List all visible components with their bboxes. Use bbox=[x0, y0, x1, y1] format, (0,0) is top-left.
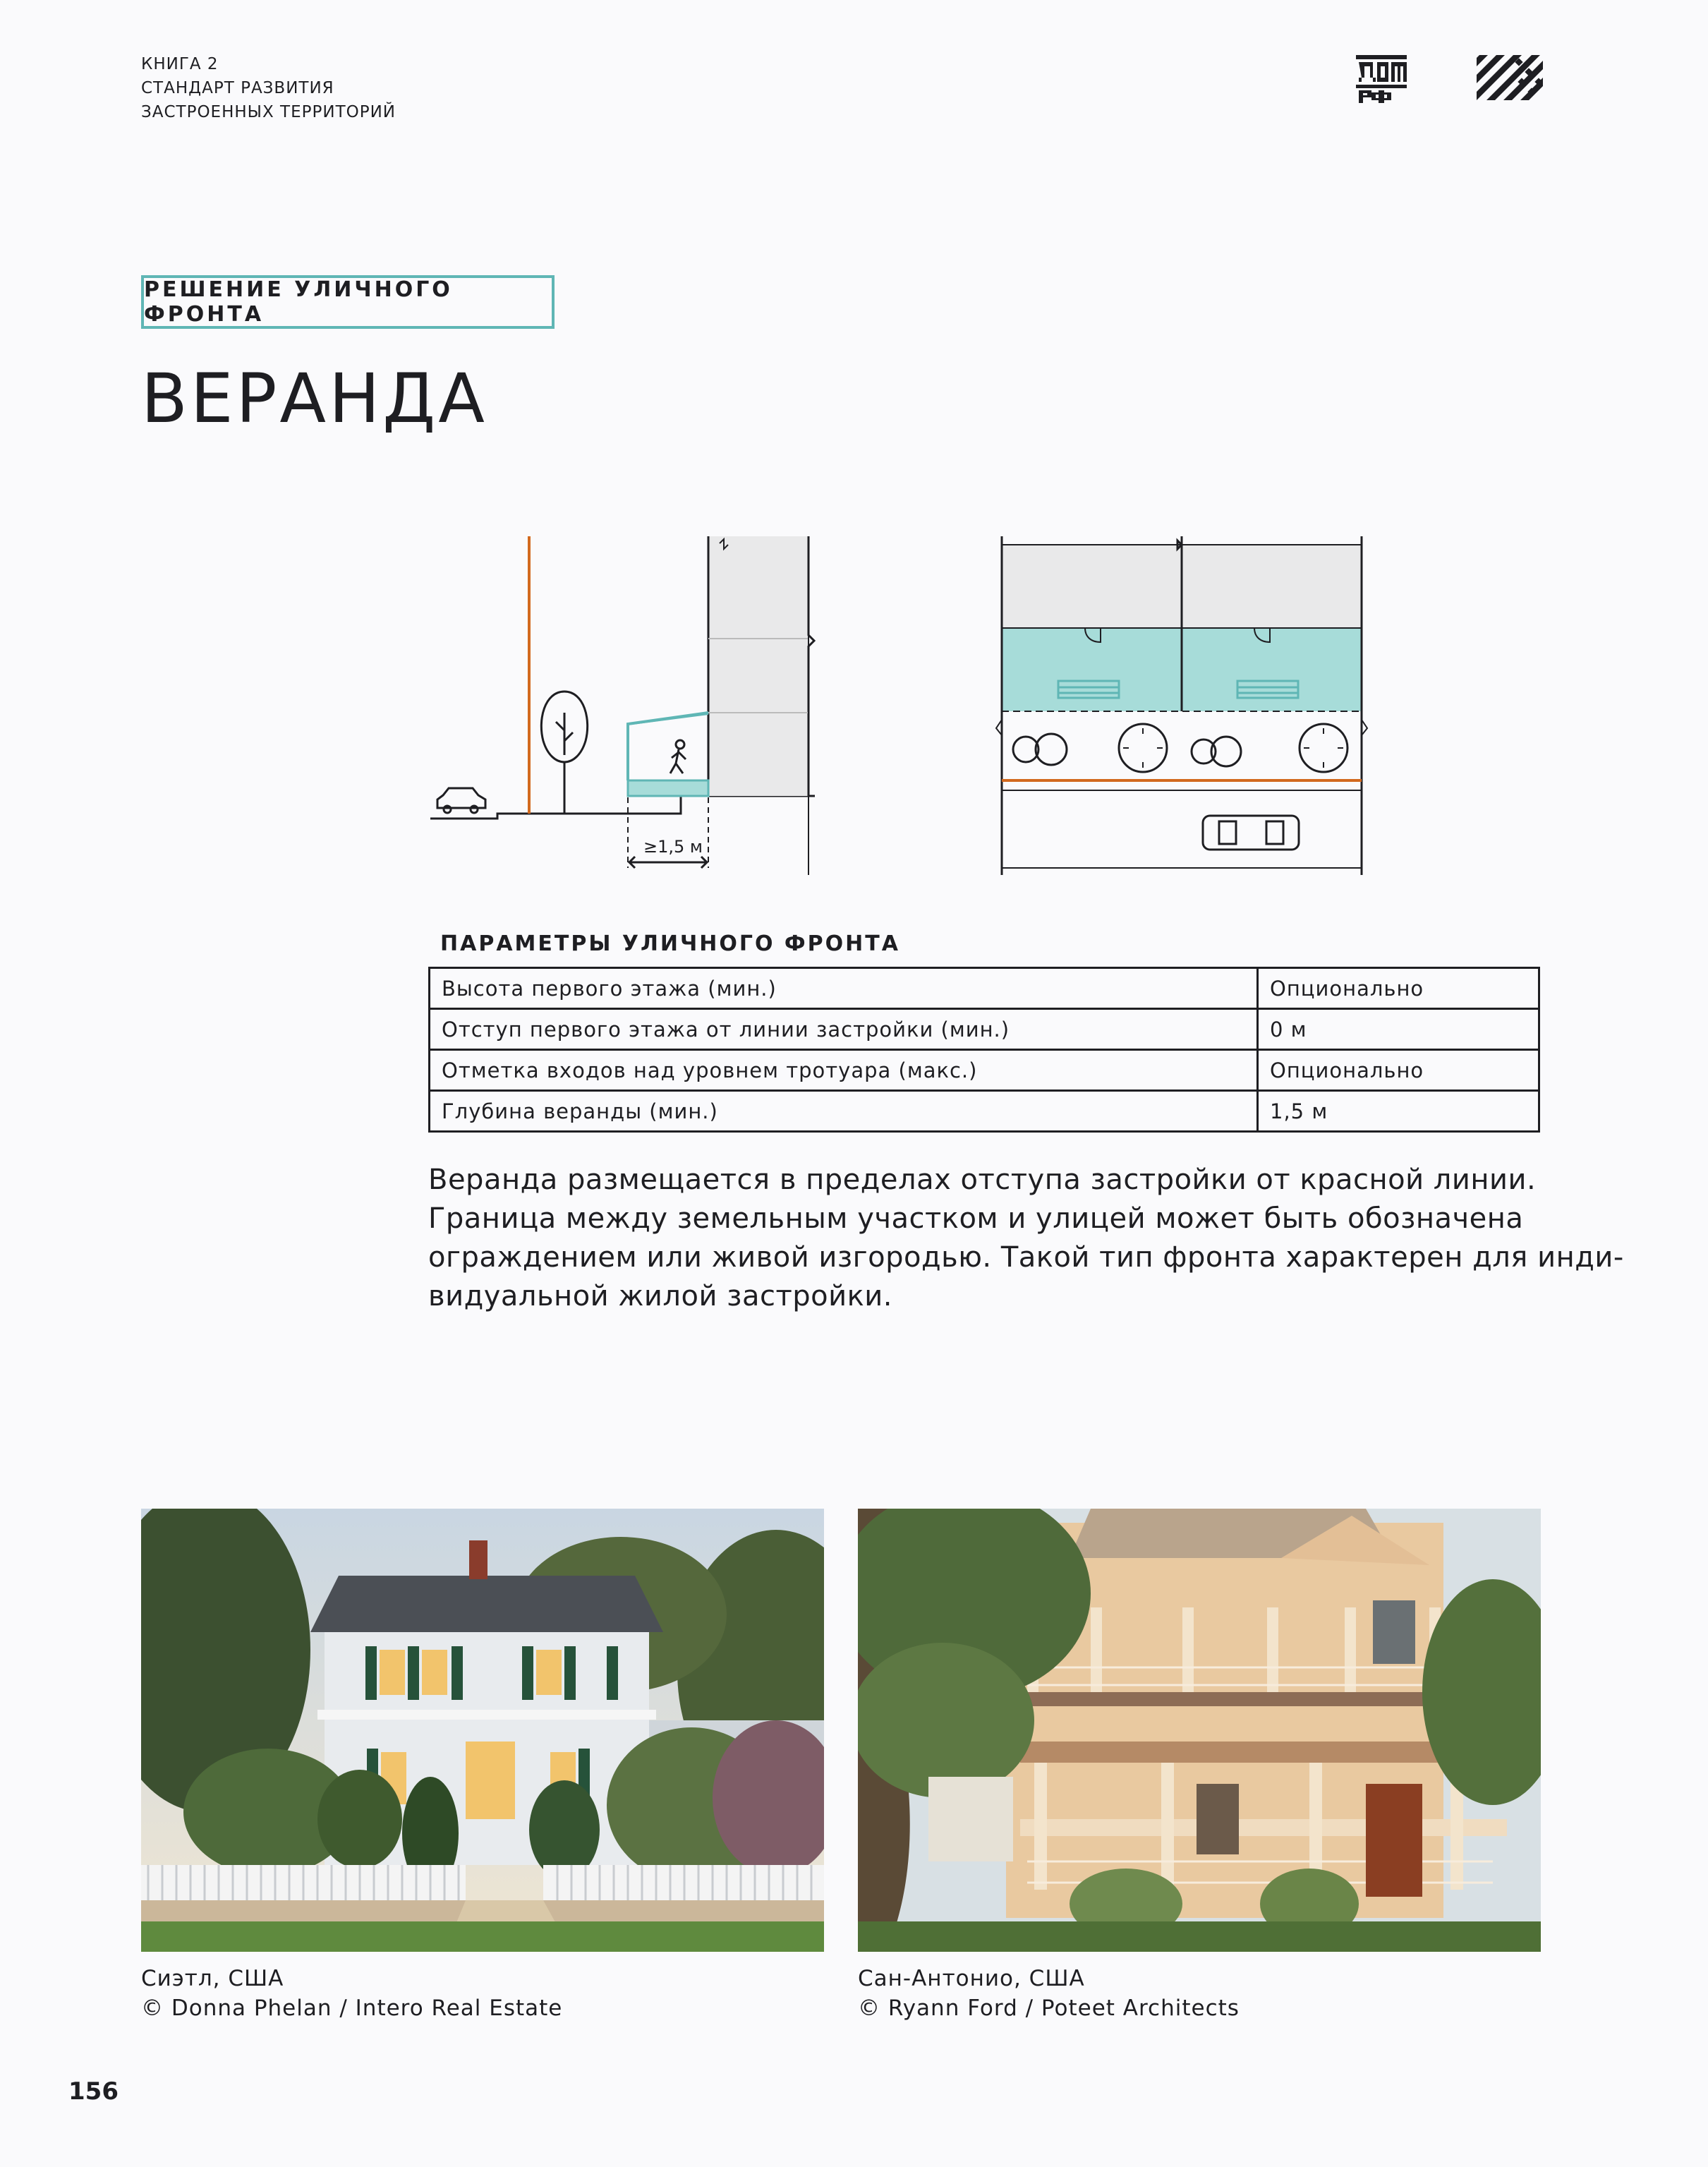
photo-city: Сан-Антонио, США bbox=[858, 1966, 1085, 1991]
param-value: Опционально bbox=[1258, 1050, 1539, 1091]
dimension-label: ≥1,5 м bbox=[643, 837, 703, 857]
params-table bbox=[428, 967, 1540, 1133]
dom-rf-logo bbox=[1356, 55, 1407, 103]
book-header bbox=[141, 52, 396, 124]
caption-san-antonio bbox=[858, 1964, 1240, 2023]
table-row bbox=[430, 1009, 1539, 1050]
building-mass bbox=[708, 536, 808, 796]
param-label: Высота первого этажа (мин.) bbox=[430, 968, 1258, 1009]
book-line-2: СТАНДАРТ РАЗВИТИЯ bbox=[141, 79, 334, 97]
description-line: Граница между земельным участком и улицей может быть обозначена bbox=[428, 1202, 1524, 1235]
params-title: ПАРАМЕТРЫ УЛИЧНОГО ФРОНТА bbox=[440, 931, 900, 956]
veranda-deck bbox=[628, 780, 708, 796]
photo-san-antonio bbox=[858, 1509, 1541, 1952]
pattern-logo bbox=[1477, 55, 1543, 100]
description-line: ограждением или живой изгородью. Такой тип фронта характерен для инди- bbox=[428, 1241, 1624, 1274]
book-line-3: ЗАСТРОЕННЫХ ТЕРРИТОРИЙ bbox=[141, 103, 396, 121]
book-line-1: КНИГА 2 bbox=[141, 55, 219, 73]
section-diagram bbox=[423, 529, 825, 882]
table-row bbox=[430, 1091, 1539, 1132]
param-value: 0 м bbox=[1258, 1009, 1539, 1050]
photo-seattle bbox=[141, 1509, 824, 1952]
photo-credit: © Ryann Ford / Poteet Architects bbox=[858, 1996, 1240, 2021]
table-row bbox=[430, 968, 1539, 1009]
photo-credit: © Donna Phelan / Intero Real Estate bbox=[141, 1996, 563, 2021]
description-line: Веранда размещается в пределах отступа застройки от красной линии. bbox=[428, 1164, 1537, 1196]
plan-diagram bbox=[995, 529, 1369, 882]
table-row bbox=[430, 1050, 1539, 1091]
page-number: 156 bbox=[68, 2077, 119, 2106]
photo-city: Сиэтл, США bbox=[141, 1966, 284, 1991]
ground-line bbox=[430, 796, 815, 819]
param-value: 1,5 м bbox=[1258, 1091, 1539, 1132]
description-line: видуальной жилой застройки. bbox=[428, 1280, 892, 1312]
page-title: ВЕРАНДА bbox=[141, 359, 487, 438]
dimension-arrow bbox=[629, 857, 707, 868]
param-label: Глубина веранды (мин.) bbox=[430, 1091, 1258, 1132]
param-label: Отступ первого этажа от линии застройки (мин.) bbox=[430, 1009, 1258, 1050]
param-value: Опционально bbox=[1258, 968, 1539, 1009]
section-tag bbox=[141, 275, 555, 329]
description bbox=[428, 1161, 1624, 1316]
caption-seattle bbox=[141, 1964, 562, 2023]
param-label: Отметка входов над уровнем тротуара (макс.) bbox=[430, 1050, 1258, 1091]
section-tag-label: РЕШЕНИЕ УЛИЧНОГО ФРОНТА bbox=[144, 277, 453, 327]
